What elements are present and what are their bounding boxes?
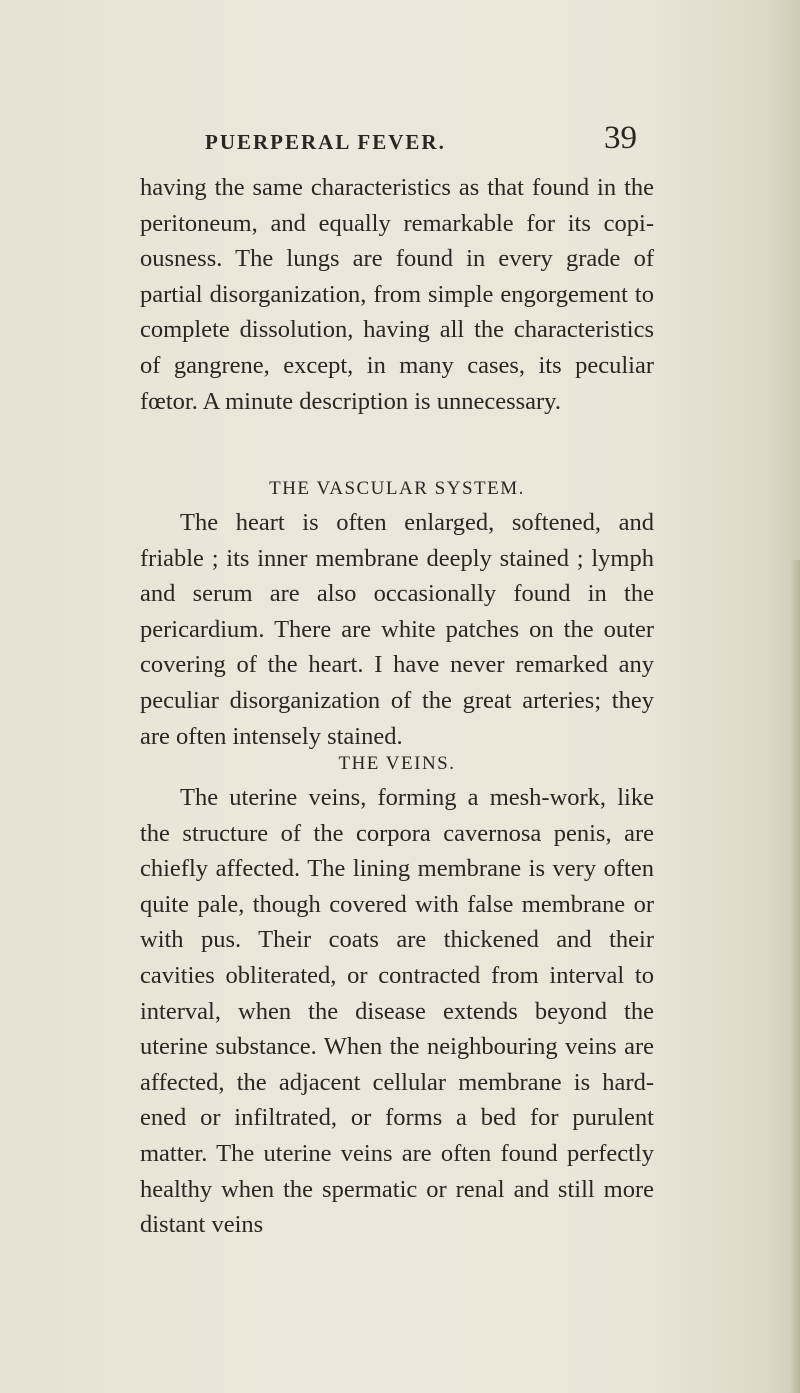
page-edge-shadow bbox=[790, 560, 800, 1393]
section-heading-vascular-system: THE VASCULAR SYSTEM. bbox=[269, 478, 525, 499]
paragraph-veins bbox=[140, 780, 654, 1243]
section-heading-veins: THE VEINS. bbox=[338, 753, 456, 774]
running-title: PUERPERAL FEVER. bbox=[205, 130, 446, 154]
paragraph-text: The heart is often enlarged, softened, and friable ; its inner membrane deeply stained ; lymph and serum are also occasionally found in the pericardium. There are white patches on the outer covering of the heart. I have never remarked any peculiar disorganization of the great arteries; they are often intensely stained. bbox=[140, 509, 654, 750]
paragraph-heart bbox=[140, 505, 654, 754]
running-head bbox=[0, 116, 800, 160]
paragraph-lungs bbox=[140, 170, 654, 419]
paragraph-text: The uterine veins, forming a mesh-work, like the structure of the corpora cavernosa penis, are chiefly affected. The lining membrane is very often quite pale, though covered with false membrane or with pus. Their coats are thickened and their cavities obliterated, or contracted from interval to interval, when the disease extends beyond the uterine substance. When the neighbouring veins are affected, the adjacent cellular membrane is hardened or infiltrated, or forms a bed for purulent matter. The uterine veins are often found perfectly healthy when the spermatic or renal and still more distant veins bbox=[140, 784, 654, 1239]
paragraph-text: having the same characteristics as that found in the peritoneum, and equally remarkable for its copiousness. The lungs are found in every grade of partial disorganization, from simple engorgement to complete dissolution, having all the characteristics of gangrene, except, in many cases, its peculiar fœtor. A minute description is unnecessary. bbox=[140, 174, 654, 415]
page-number: 39 bbox=[604, 120, 637, 156]
